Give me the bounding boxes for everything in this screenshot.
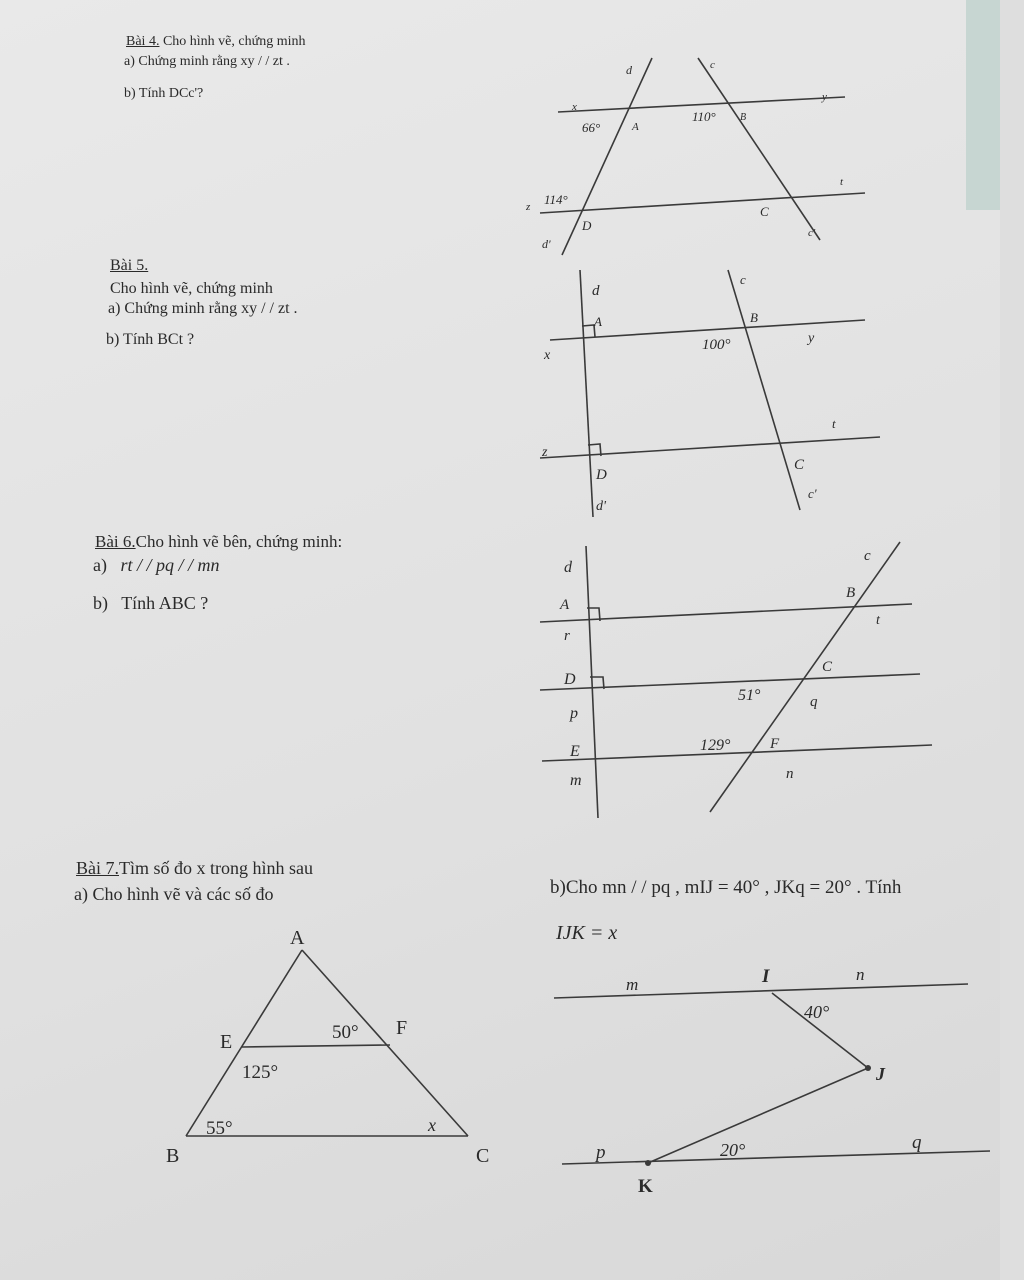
b5-label-c: c: [740, 272, 746, 287]
b5-label-d-prime: d': [596, 499, 606, 514]
b4-label-c-prime: c': [808, 227, 816, 239]
b7a-label-A: A: [290, 927, 305, 949]
b7b-point-K: [645, 1160, 651, 1166]
b4-label-t: t: [840, 176, 844, 188]
b7b-point-J: [865, 1065, 871, 1071]
b5-label-C: C: [794, 457, 805, 473]
b5-line-d: [580, 270, 593, 517]
b7a-label-E: E: [220, 1031, 233, 1053]
b7b-line-pq: [562, 1151, 990, 1164]
b7b-label-p: p: [596, 1142, 606, 1163]
b4-label-A: A: [632, 121, 639, 133]
b6-line-c: [710, 542, 900, 812]
b6-label-p: p: [570, 705, 578, 722]
b7a-angle-125: 125°: [242, 1062, 279, 1083]
b4-figure: [510, 50, 890, 265]
b4-angle-110: 110°: [692, 109, 716, 124]
b7b-line-mn: [554, 984, 968, 998]
b7b-label-q: q: [912, 1132, 922, 1153]
b7b-figure: [550, 958, 1000, 1208]
b5-part-b: b) Tính BCt ?: [106, 331, 195, 348]
b6-line-mn: [542, 745, 932, 761]
b6-label-B: B: [846, 585, 856, 601]
b4-line-d: [562, 58, 652, 255]
b4-line-c: [698, 58, 820, 240]
b7a-segment-EF: [242, 1045, 390, 1047]
b7b-label-n: n: [856, 965, 865, 984]
b5-label-y: y: [808, 331, 815, 346]
b6-heading: [95, 532, 342, 552]
b7b-angle-40: 40°: [804, 1002, 830, 1022]
b6-figure: [530, 538, 940, 823]
b7a-label-x: x: [428, 1115, 436, 1135]
b5-label-c-prime: c': [808, 486, 817, 501]
b4-label-B: B: [740, 112, 747, 123]
b4-angle-66: 66°: [582, 120, 601, 135]
b5-intro: Cho hình vẽ, chứng minh: [110, 280, 273, 297]
adjacent-page-edge: [966, 0, 1000, 210]
b5-label-B: B: [750, 310, 758, 325]
b6-angle-129: 129°: [700, 737, 731, 754]
b6-part-a-prefix: a): [93, 555, 107, 575]
b4-label-C: C: [760, 204, 769, 219]
b7-heading: [76, 858, 313, 879]
b4-part-b: b) Tính DCc'?: [124, 86, 204, 101]
b4-angle-114: 114°: [544, 192, 568, 207]
b7b-label-J: J: [876, 1064, 885, 1084]
b6-part-b: [93, 593, 208, 614]
b6-line-rt: [540, 604, 912, 622]
b4-label-c: c: [710, 59, 715, 71]
b5-line-zt: [540, 437, 880, 458]
b7-part-b-question: IJK = x: [556, 922, 618, 944]
b5-label-t: t: [832, 416, 836, 431]
b6-part-b-text: Tính ABC ?: [121, 593, 209, 613]
b4-label-z: z: [526, 201, 531, 213]
b6-label-r: r: [564, 628, 570, 644]
b7a-label-B: B: [166, 1145, 180, 1167]
b6-label-c: c: [864, 548, 871, 564]
b6-label-m: m: [570, 772, 582, 789]
b6-label-q: q: [810, 694, 818, 710]
b6-part-a-text: rt / / pq / / mn: [120, 555, 220, 575]
b5-label-d: d: [592, 283, 600, 299]
b7a-triangle-figure: [160, 924, 510, 1174]
b6-label-n: n: [786, 766, 794, 782]
b6-label-t: t: [876, 613, 880, 628]
b6-label-D: D: [564, 671, 576, 688]
b6-part-b-prefix: b): [93, 593, 108, 613]
b4-heading: [126, 34, 305, 50]
b7-part-b-condition: b)Cho mn / / pq , mIJ = 40° , JKq = 20° . Tính: [550, 877, 902, 898]
b4-label-d: d: [626, 63, 632, 77]
b7-intro: Tìm số đo x trong hình sau: [119, 858, 313, 878]
b4-label-D: D: [582, 218, 592, 233]
b5-label-z: z: [542, 445, 548, 460]
b4-part-a: a) Chứng minh rằng xy / / zt .: [124, 54, 290, 69]
b7a-side-AC: [302, 950, 468, 1136]
b5-angle-100: 100°: [702, 337, 731, 353]
b6-angle-51: 51°: [738, 687, 761, 704]
b7b-angle-20: 20°: [720, 1140, 746, 1160]
b5-title: Bài 5.: [110, 257, 149, 274]
b6-intro: Cho hình vẽ bên, chứng minh:: [135, 532, 343, 551]
b4-label-x: x: [572, 101, 577, 113]
b4-label-y: y: [822, 91, 827, 103]
b4-intro: Cho hình vẽ, chứng minh: [162, 34, 306, 49]
b5-part-a: a) Chứng minh rằng xy / / zt .: [108, 300, 298, 317]
b6-label-C: C: [822, 659, 833, 675]
b6-part-a: [93, 555, 220, 576]
b7a-label-C: C: [476, 1145, 490, 1167]
b7a-side-AB: [186, 950, 302, 1136]
b7-part-a: a) Cho hình vẽ và các số đo: [74, 884, 274, 904]
b7a-label-F: F: [396, 1017, 408, 1039]
b4-label-d-prime: d': [542, 237, 551, 251]
b5-label-D: D: [596, 467, 607, 483]
b7-title: Bài 7.: [76, 858, 119, 878]
b7a-angle-55: 55°: [206, 1118, 233, 1139]
b7b-label-K: K: [638, 1176, 653, 1197]
b6-label-E: E: [570, 743, 580, 760]
b5-line-c: [728, 270, 800, 510]
b5-label-A: A: [594, 314, 602, 329]
b6-label-F: F: [770, 736, 780, 752]
b5-figure: [530, 262, 890, 522]
b7b-segment-JK: [648, 1068, 868, 1163]
b6-title: Bài 6.: [95, 532, 136, 551]
b7b-label-m: m: [626, 975, 639, 994]
b6-label-d: d: [564, 559, 572, 576]
b5-label-x: x: [544, 348, 551, 363]
b6-line-d: [586, 546, 598, 818]
b7b-label-I: I: [762, 966, 770, 987]
b4-title: Bài 4.: [126, 34, 160, 49]
b6-label-A: A: [560, 597, 570, 613]
b7a-angle-50: 50°: [332, 1022, 359, 1043]
